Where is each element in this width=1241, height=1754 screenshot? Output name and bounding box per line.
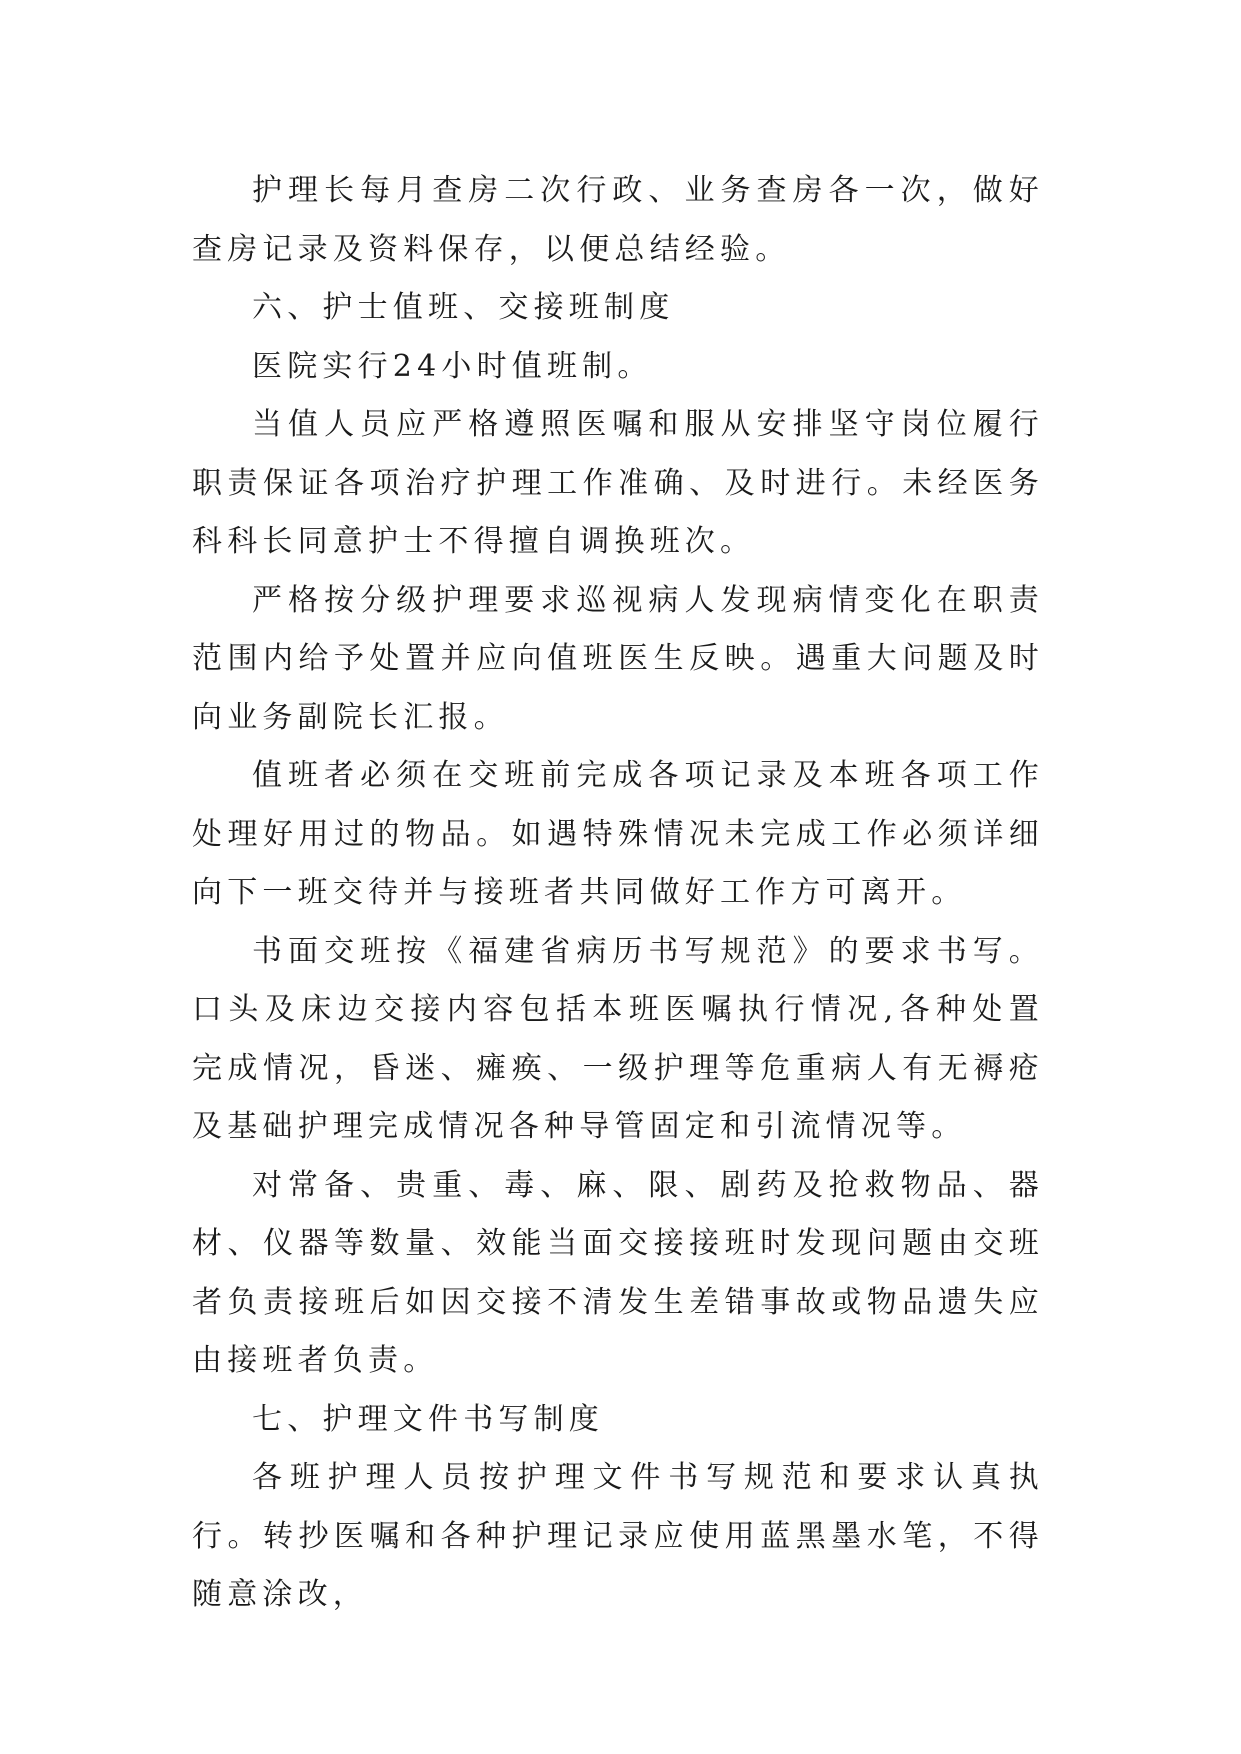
paragraph-drugs-equipment: 对常备、贵重、毒、麻、限、剧药及抢救物品、器材、仪器等数量、效能当面交接接班时发现问题由交班者负责接班后如因交接不清发生差错事故或物品遗失应由接班者负责。: [192, 1167, 1044, 1378]
section-heading-duty-handover: 六、护士值班、交接班制度: [252, 290, 675, 325]
paragraph-document-writing: 各班护理人员按护理文件书写规范和要求认真执行。转抄医嘱和各种护理记录应使用蓝黑墨水笔，不得随意涂改，: [192, 1460, 1044, 1612]
paragraph-written-handover: 书面交班按《福建省病历书写规范》的要求书写。口头及床边交接内容包括本班医嘱执行情况,各种处置完成情况，昏迷、瘫痪、一级护理等危重病人有无褥疮及基础护理完成情况各种导管固定和引流情况等。: [192, 933, 1044, 1144]
paragraph-before-handover: 值班者必须在交班前完成各项记录及本班各项工作处理好用过的物品。如遇特殊情况未完成工作必须详细向下一班交待并与接班者共同做好工作方可离开。: [192, 758, 1044, 910]
paragraph-duty-staff: 当值人员应严格遵照医嘱和服从安排坚守岗位履行职责保证各项治疗护理工作准确、及时进行。未经医务科科长同意护士不得擅自调换班次。: [192, 407, 1044, 559]
paragraph-24h-duty: 医院实行24小时值班制。: [252, 348, 653, 384]
document-body: [192, 162, 1044, 1625]
section-heading-nursing-documents: 七、护理文件书写制度: [252, 1401, 604, 1437]
paragraph-ward-rounds: 护理长每月查房二次行政、业务查房各一次，做好查房记录及资料保存，以便总结经验。: [192, 173, 1044, 267]
paragraph-patient-rounds: 严格按分级护理要求巡视病人发现病情变化在职责范围内给予处置并应向值班医生反映。遇重大问题及时向业务副院长汇报。: [192, 582, 1044, 735]
